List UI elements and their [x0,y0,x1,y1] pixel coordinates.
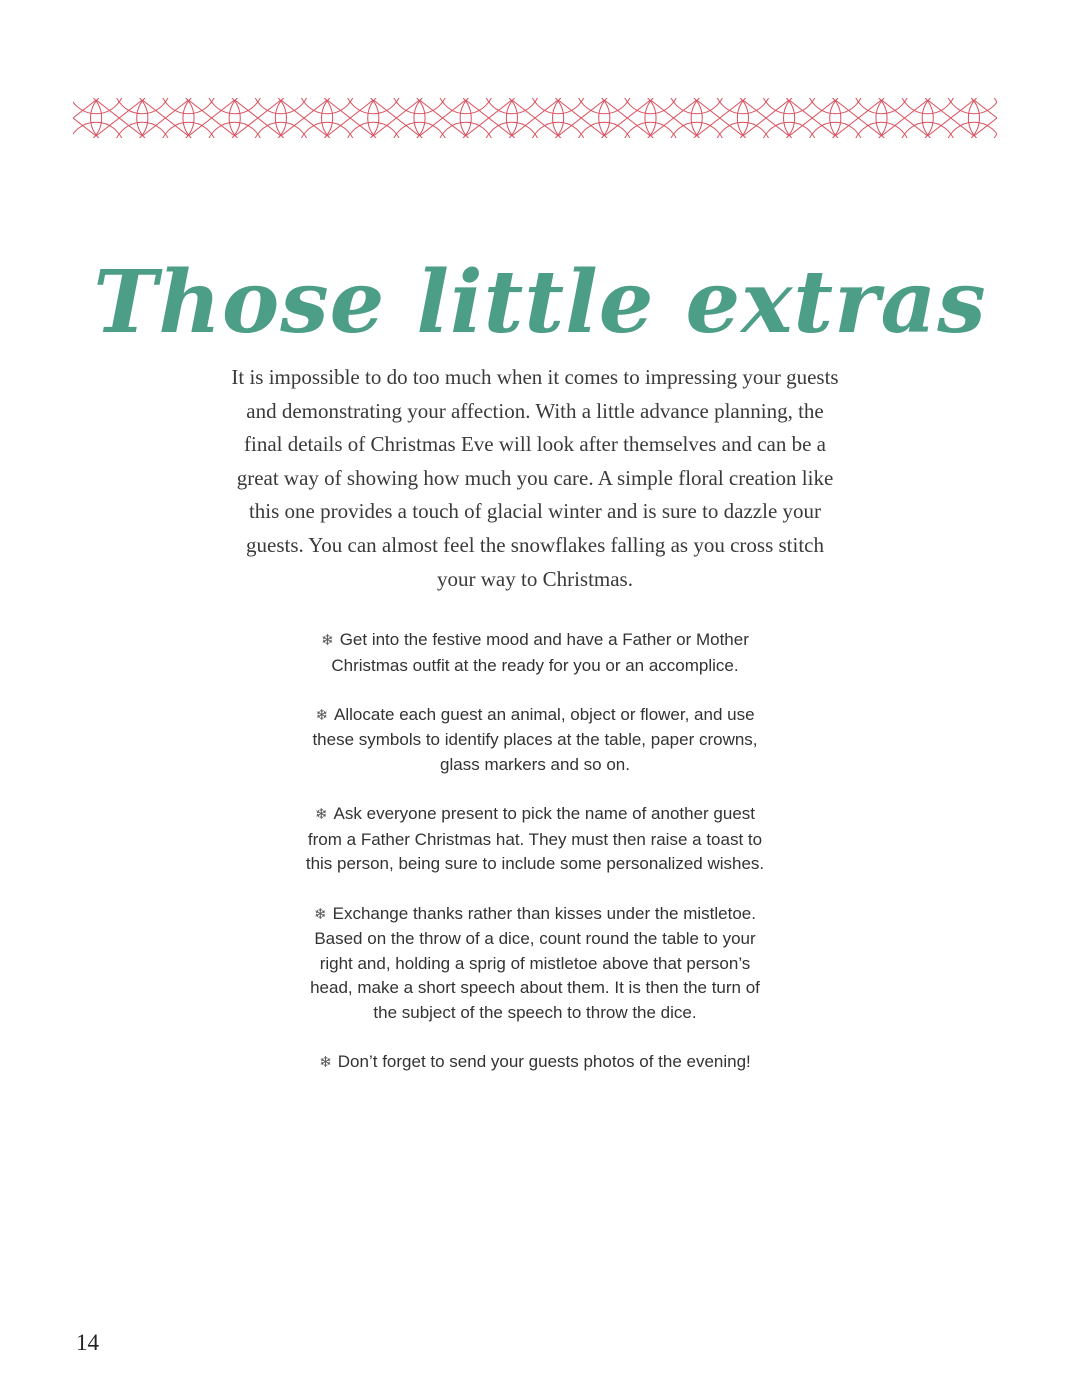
tip-text: Don’t forget to send your guests photos of the evening! [337,1052,751,1072]
tip-text: Exchange thanks rather than kisses under the mistletoe. Based on the throw of a dice, count round the table to your right and, holding a sprig of mistletoe above that person’s head, make a short speech about them. It is then the turn of the subject of the speech to throw the dice. [310,903,760,1022]
circle-lattice-border-icon [73,98,997,138]
tip-item [300,628,770,678]
tip-item [300,1050,770,1076]
tip-text: Ask everyone present to pick the name of another guest from a Father Christmas hat. They must then raise a toast to this person, being sure to include some personalized wishes. [305,804,765,874]
snowflake-bullet-icon: ❄ [319,1054,332,1072]
intro-paragraph: It is impossible to do too much when it comes to impressing your guests and demonstrating your affection. With a little advance planning, the final details of Christmas Eve will look after themselves and can be a great way of showing how much you care. A simple floral creation like this one provides a touch of glacial winter and is sure to dazzle your guests. You can almost feel the snowflakes falling as you cross stitch your way to Christmas. [231,365,839,591]
tip-text: Get into the festive mood and have a Father or Mother Christmas outfit at the ready for you or an accomplice. [331,630,749,675]
snowflake-bullet-icon: ❄ [321,632,334,649]
border-circle [73,98,102,138]
tip-text: Allocate each guest an animal, object or flower, and use these symbols to identify places at the table, paper crowns, glass markers and so on. [312,704,758,774]
border-circle [968,98,997,138]
tip-item [300,802,770,877]
snowflake-bullet-icon: ❄ [314,905,327,923]
page-title: Those little extras [93,251,987,353]
page-number: 14 [76,1330,99,1355]
decorative-border [73,98,997,138]
tip-item [300,902,770,1026]
tip-item [300,703,770,778]
snowflake-bullet-icon: ❄ [315,706,329,724]
tips-list [300,628,770,1076]
snowflake-bullet-icon: ❄ [314,806,328,824]
